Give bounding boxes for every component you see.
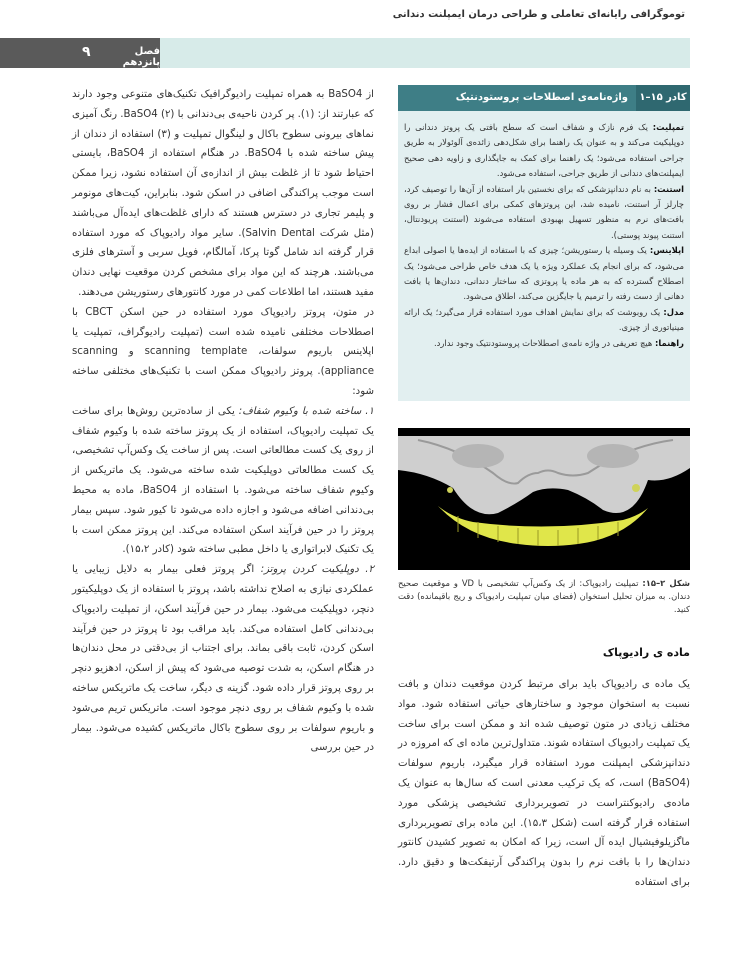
paragraph: یک ماده ی رادیوپاک باید برای مرتبط کردن موقعیت دندان و بافت نسبت به استخوان موجود و ساختارهای حیاتی استفاده شود. مواد مختلف زیادی در متون توصیف شده اند و ممکن است برای ساخت یک تمپلیت رادیوپاک استفاده شوند. متداول‌ترین ماده ای که امروزه در دندانپزشکی ایمپلنت مورد استفاده قرار میگیرد، باریوم سولفات (BaSO4) است، که یک ترکیب معدنی است که سال‌ها به عنوان یک ماده‌ی رادیوکنتراست در تصویربرداری تشخیصی پزشکی مورد استفاده قرار گرفته است (شکل ۱۵،۳). این ماده برای تصویربرداری ماگزیلوفیشیال ایده آل است، زیرا که امکان به تصویر کشیدن کانتور دندان‌ها را با بافت نرم را بدون پراکندگی آرتیفکت‌ها و دقیق دارد. برای استفاده (398, 679, 690, 888)
page-number: ۹ (82, 44, 91, 60)
glossary-term: استنت: (653, 183, 684, 194)
left-column (72, 85, 374, 758)
caption-text: تمپلیت رادیوپاک: از یک وکس‌آپ تشخیصی با VD و موقعیت صحیح دندان. به میزان تحلیل استخوان (فضای میان تمپلیت رادیوپاک و ریج باقیمانده) دقت کنید. (398, 578, 690, 615)
page-number-block (0, 38, 160, 68)
glossary-entry (404, 243, 684, 305)
caption-lead: شکل ۲–۱۵: (642, 578, 691, 588)
glossary-term: اپلاینس: (649, 245, 684, 256)
glossary-entry (404, 182, 684, 244)
paragraph (72, 402, 374, 560)
running-title: توموگرافی رایانه‌ای تعاملی و طراحی درمان ایمپلنت دندانی (392, 9, 685, 20)
glossary-definition: هیچ تعریفی در واژه نامه‌ی اصطلاحات پروستودنتیک وجود ندارد. (433, 337, 655, 348)
glossary-entry (404, 305, 684, 336)
paragraph (72, 560, 374, 758)
box-title: واژه‌نامه‌ی اصطلاحات پروستودنتیک (455, 92, 628, 103)
glossary-term: تمپلیت: (652, 122, 684, 132)
glossary-entry (404, 336, 684, 351)
paragraph: در متون، پروتز رادیوپاک مورد استفاده در حین اسکن CBCT با اصطلاحات مختلفی نامیده شده است (تمپلیت رادیوگراف، تمپلیت یا اپلاینس باریوم سولفات، scanning template و scanning appliance). پروتز رادیوپاک ممکن است با تکنیک‌های مختلفی ساخته شود: (72, 306, 374, 397)
cbct-3d-figure (398, 428, 690, 570)
glossary-definition: یک وسیله یا رستوریشن؛ چیزی که با استفاده از ایده‌ها یا اصولی ابداع می‌شود، که برای انجام یک عملکرد ویژه یا یک هدف خاص طراحی می‌شود؛ یک اصطلاح گسترده که به هر ماده یا پروتزی که ساختار دندانی، دندان‌ها یا بافت دهانی از دست رفته را ترمیم یا جایگزین می‌کند، اطلاق می‌شود. (404, 245, 684, 302)
list-item-lead: ۲. دوپلیکیت کردن پروتز: (260, 564, 375, 576)
box-tag: کادر ۱۵–۱ (636, 85, 690, 111)
glossary-definition: یک روبوشت که برای نمایش اهداف مورد استفاده قرار می‌گیرد؛ یک ارائه مینیاتوری از چیزی. (404, 306, 684, 333)
list-item-text: یکی از ساده‌ترین روش‌ها برای ساخت یک تمپلیت رادیوپاک، استفاده از یک پروتز ساخته شده با وکیوم شفاف از روی یک کست مطالعاتی است. پس از ساخت یک وکس‌آپ تشخیصی، یک کست مطالعاتی دوپلیکیت شده ساخته می‌شود. یک ماتریکس از وکیوم شفاف ساخته می‌شود. با استفاده از BaSO4، ماده به محیط بی‌دندانی اضافه می‌شود و اجازه داده می‌شود تا کیور شود. سپس بیمار پروتز را در حین فرآیند اسکن استفاده می‌کند. این پروتز ممکن است با یک تکنیک لابراتواری یا داخل مطبی ساخته شود (کادر ۱۵،۲). (72, 405, 374, 556)
glossary-term: مدل: (663, 306, 684, 317)
glossary-list (404, 120, 684, 351)
chapter-label: فصل پانزدهم (122, 46, 160, 68)
glossary-definition: یک فرم نازک و شفاف است که سطح بافتی یک پروتز دندانی را دوپلیکیت می‌کند و به عنوان یک راهنما برای شکل‌دهی زائده‌ی آلوئولار به طریق جراحی استفاده می‌شود؛ یک راهنما برای کمک به جایگذاری و زاویه دهی صحیح ایمپلنت‌های دندانی از طریق جراحی، استفاده می‌شود. (404, 122, 684, 179)
glossary-entry (404, 120, 684, 182)
list-item-lead: ۱. ساخته شده با وکیوم شفاف: (238, 405, 374, 417)
maxilla-reconstruction-image (398, 428, 690, 570)
paragraph: از BaSO4 به همراه تمپلیت رادیوگرافیک تکنیک‌های متنوعی وجود دارند که عبارتند از: (۱). پر کردن ناحیه‌ی بی‌دندانی با BaSO4 (۲). رنگ آمیزی نماهای بیرونی سطوح باکال و لینگوال تمپلیت و (۳) استفاده از دندان از پیش ساخته شده با BaSO4. در هنگام استفاده از BaSO4، بایستی احتیاط شود تا از غلظت بیش از اندازه‌ی آن استفاده نشود، زیرا ممکن است موجب پراکندگی اضافی در اسکن شود. بنابراین، کیت‌های مونومر و پلیمر تجاری در دسترس هستند که دارای غلظت‌های ایده‌آل می‌باشند (مثل شرکت Salvin Dental). سایر مواد رادیوپاک که مورد استفاده قرار گرفته اند شامل گوتا پرکا، آمالگام، فویل سربی و آسترهای فلزی می‌باشند. هرچند که این مواد برای مشخص کردن موقعیت نهایی دندان مفید هستند، اما اطلاعات کمی در مورد کانتورهای رستوریشن می‌دهند. (72, 89, 374, 298)
glossary-term: راهنما: (654, 337, 684, 348)
figure-caption (398, 577, 690, 617)
box-header (398, 85, 690, 111)
glossary-definition: به نام دندانپزشکی که برای نخستین بار استفاده از آن‌ها را توصیف کرد، چارلز آر استنت، نامیده شد، این پروتزهای کمکی برای اعمال فشار بر روی بافت‌های نرم به منظور تسهیل بهبودی استفاده می‌شوند (استنت پریودنتال، استنت پیوند پوستی). (404, 183, 684, 240)
section-heading: ماده ی رادیوپاک (602, 646, 690, 659)
list-item-text: اگر پروتز فعلی بیمار به دلایل زیبایی یا عملکردی نیازی به اصلاح نداشته باشد، پروتز با استفاده از یک دوپلیکیتور دنچر، دوپلیکیت می‌شود. بیمار در حین فرآیند اسکن، از تمپلیت رادیوپاک بی‌دندانی کامل استفاده می‌کند. باید مراقب بود تا پروتز در حین فرآیند اسکن کردن، ثابت باقی بماند. برای اجتناب از بی‌دقتی در محل دندان‌ها در هنگام اسکن، به شدت توصیه می‌شود که پیش از اسکن، ادهزیو دنچر بر روی پروتز قرار داده شود. گزینه ی دیگر، ساخت یک ماتریکس ساخته شده با وکیوم شفاف بر روی دنچر موجود است. ماتریکس تریم می‌شود و باریوم سولفات بر روی سطوح باکال ماتریکس کشیده می‌شود. بیمار در حین بررسی (72, 564, 374, 754)
right-column (398, 675, 690, 893)
